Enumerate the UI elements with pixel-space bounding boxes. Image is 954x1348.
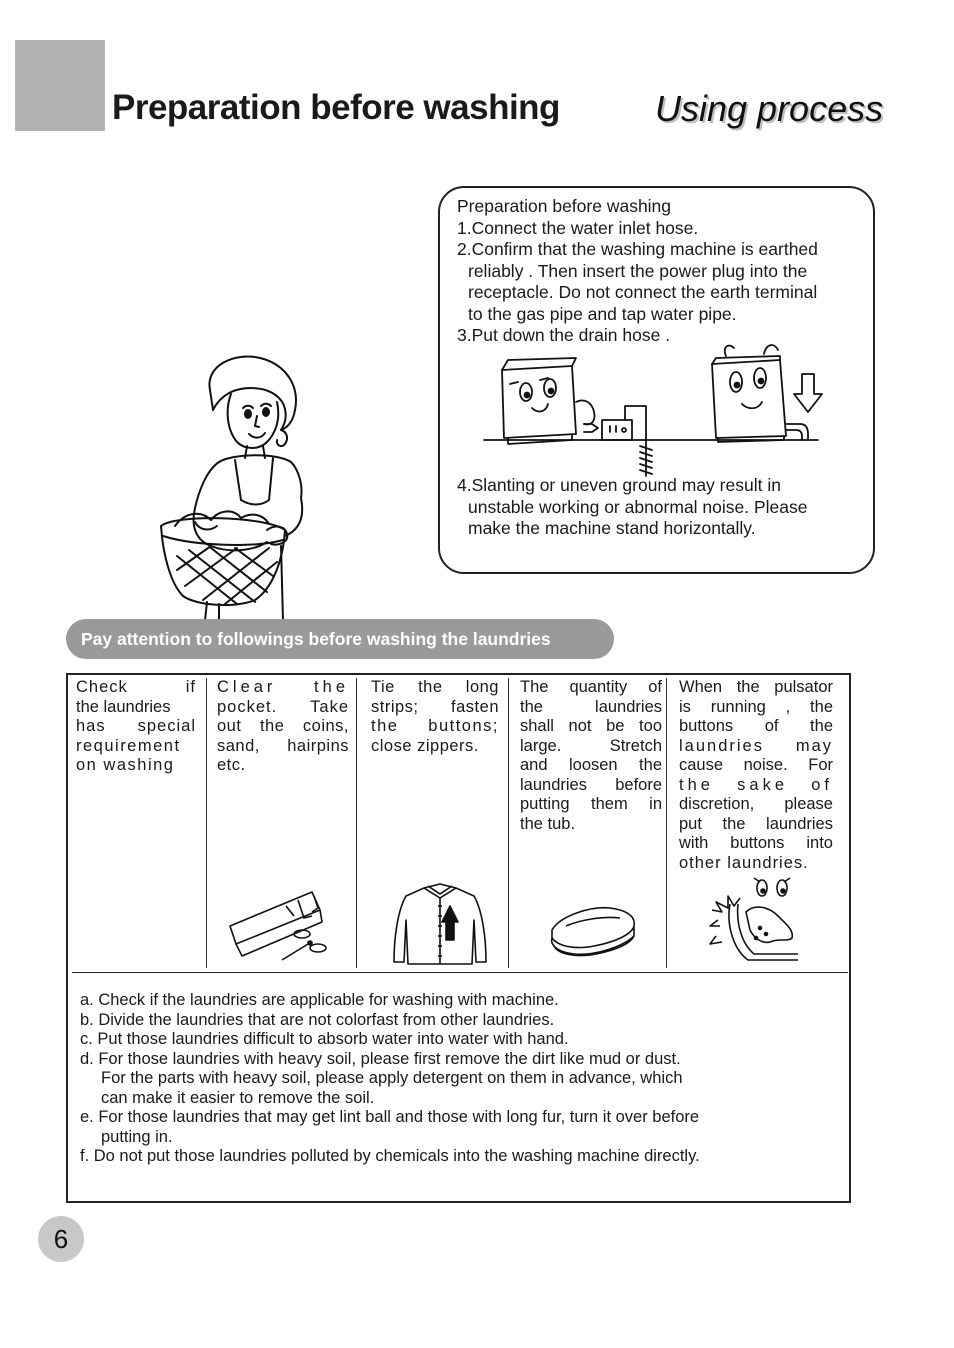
section-title: Using process [655,88,884,129]
folded-laundry-icon [546,900,642,960]
tip-check-requirement: Check if the laundries has special requirement on washing [76,678,196,774]
prep-step-4-line-2: unstable working or abnormal noise. Please [468,496,808,517]
table-separator [72,972,848,973]
prep-step-3: 3.Put down the drain hose . [457,325,671,345]
note-item: a. Check if the laundries are applicable for washing with machine. [80,991,559,1009]
notes-list [80,991,700,1167]
header-corner-block [15,40,105,131]
note-item: f. Do not put those laundries polluted by chemicals into the washing machine directly. [80,1147,700,1165]
pocket-coins-icon [226,888,338,964]
prep-step-2-line-3: receptacle. Do not connect the earth terminal [468,282,818,302]
prep-step-4-line-1: 4.Slanting or uneven ground may result in [457,475,781,495]
note-item-continuation: putting in. [101,1127,173,1146]
note-item: e. For those laundries that may get lint ball and those with long fur, turn it over before [80,1108,700,1126]
note-item: b. Divide the laundries that are not colorfast from other laundries. [80,1010,555,1029]
column-divider [508,678,509,968]
column-divider [356,678,357,968]
column-divider [666,678,667,968]
prep-heading: Preparation before washing [457,196,672,216]
note-item-continuation: can make it easier to remove the soil. [101,1088,375,1107]
tip-clear-pocket: Clear the pocket. Take out the coins, sand, hairpins etc. [217,678,349,774]
prep-step-2-line-4: to the gas pipe and tap water pipe. [468,303,737,324]
prep-step-1: 1.Connect the water inlet hose. [457,217,699,238]
tip-laundry-quantity: The quantity of the laundries shall not be too large. Stretch and loosen the laundries before putting them in the tub. [520,678,662,833]
washing-machines-icon [480,338,830,478]
prep-step-2-line-1: 2.Confirm that the washing machine is earthed [457,239,818,259]
prep-step-2-line-2: reliably . Then insert the power plug into the [468,260,808,281]
column-divider [206,678,207,968]
note-item-continuation: For the parts with heavy soil, please apply detergent on them in advance, which [101,1069,683,1087]
page-title: Preparation before washing [112,88,560,127]
note-item: d. For those laundries with heavy soil, please first remove the dirt like mud or dust. [80,1049,681,1068]
garment-label-icon [78,872,79,873]
noisy-tub-icon [708,876,804,966]
woman-with-basket-icon [155,350,315,620]
shirt-zipper-icon [388,880,492,966]
tip-pulsator-noise: When the pulsator is running , the buttons of the laundries may cause noise. For the sake of discretion, please put the laundries with buttons into other laundries. [679,678,833,872]
note-item: c. Put those laundries difficult to absorb water into water with hand. [80,1030,569,1048]
attention-banner: Pay attention to followings before washing the laundries [66,619,614,659]
tip-tie-strips: Tie the long strips; fasten the buttons; close zippers. [371,678,499,755]
page-number: 6 [38,1216,84,1262]
prep-step-4-line-3: make the machine stand horizontally. [468,518,756,538]
